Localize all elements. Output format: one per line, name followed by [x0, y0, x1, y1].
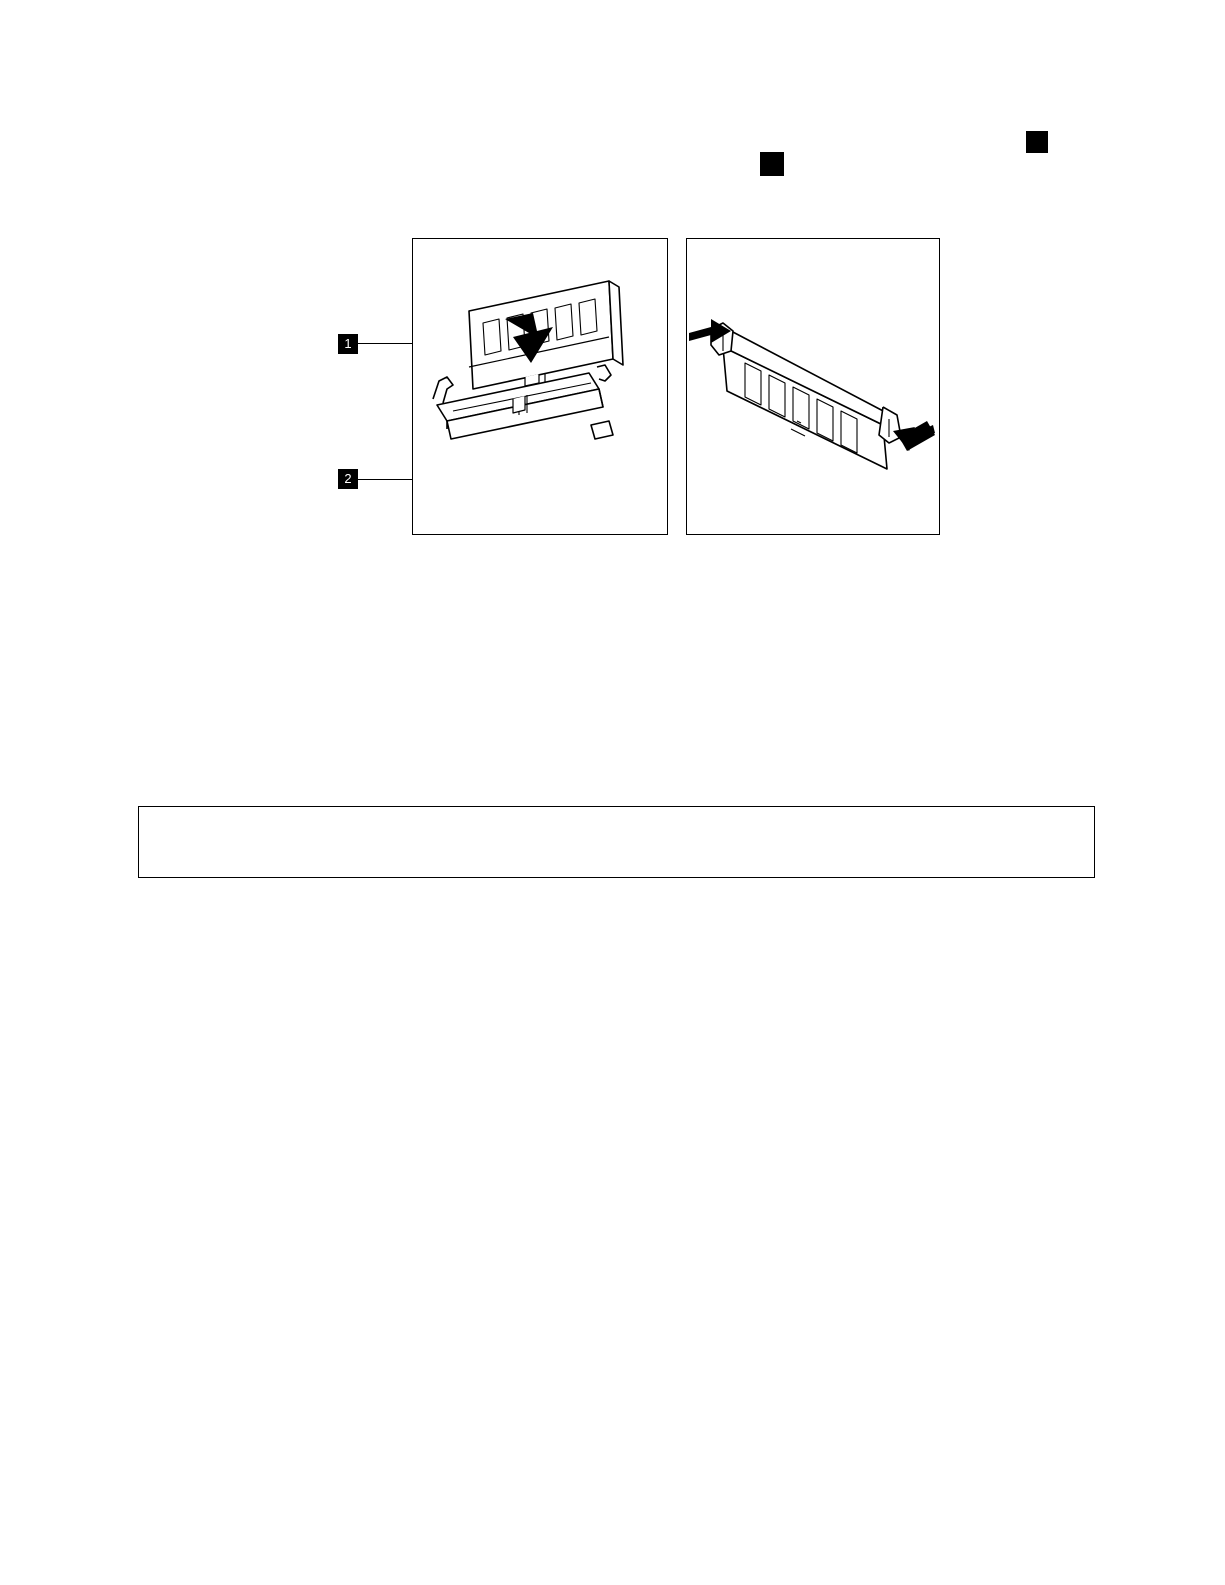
secure-retaining-clips-panel [686, 238, 940, 535]
square-marker-top-right-icon [1026, 131, 1048, 153]
note-box [138, 806, 1095, 878]
insert-memory-module-panel [412, 238, 668, 535]
callout-number-1: 1 [338, 334, 358, 354]
callout-number-2: 2 [338, 469, 358, 489]
insert-memory-module-drawing [413, 239, 666, 533]
memory-module-installation-figure [330, 238, 950, 538]
secure-retaining-clips-drawing [687, 239, 938, 533]
square-marker-upper-icon [760, 152, 784, 176]
